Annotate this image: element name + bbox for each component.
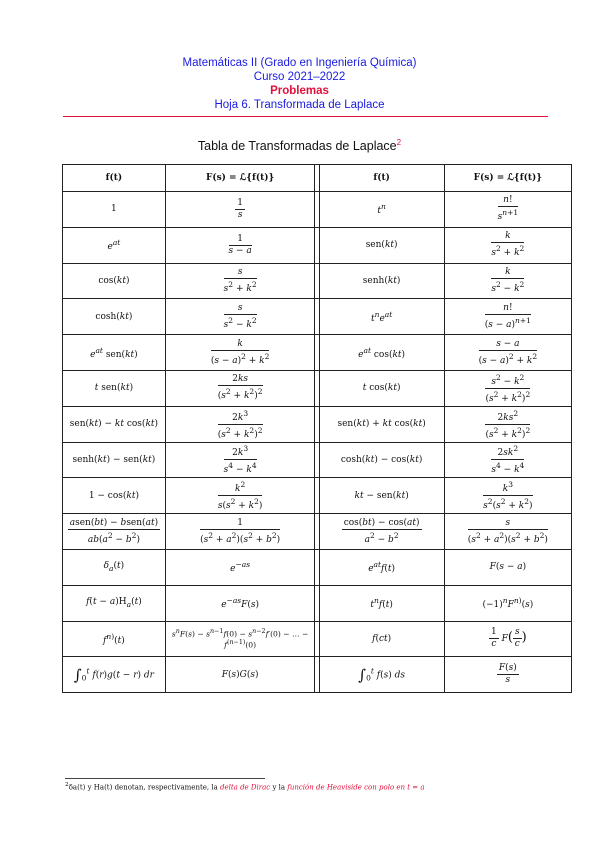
table-row: $f^{n)}(t)$ $s^nF(s) - s^{n-1}f(0) - s^{n-2}f'(0)$ − … − $f^{(n-1)}(0)$ f(ct) $\frac{1}{c}$ F( $\frac{s}{c}$ ) [63, 621, 572, 657]
table-row: $e^{at}$ $\frac{1}{s - a}$ sen(kt) $\frac{k}{s^2 + k^2}$ [63, 227, 572, 263]
table-row: $\delta_a(t)$ $e^{-as}$ $e^{at}f(t)$ F(s − a) [63, 549, 572, 585]
section-label: Problemas [270, 85, 329, 97]
col-header-f: f(t) [63, 165, 166, 192]
sheet-title: Hoja 6. Transformada de Laplace [214, 99, 385, 111]
table-row: $f(t - a)H_a(t)$ $e^{-as}F(s)$ $t^nf(t)$ $(-1)^nF^{n)}(s)$ [63, 585, 572, 621]
table-row: 1 − cos(kt) $\frac{k^2}{s(s^2 + k^2)}$ kt − sen(kt) $\frac{k^3}{s^2(s^2 + k^2)}$ [63, 478, 572, 514]
table-row: t sen(kt) $\frac{2ks}{(s^2 + k^2)^2}$ t cos(kt) $\frac{s^2 - k^2}{(s^2 + k^2)^2}$ [63, 370, 572, 406]
footnote: $^2$δa(t) y Ha(t) denotan, respectivamente, la delta de Dirac y la función de Heaviside con polo en t = a [65, 782, 425, 792]
table-row: $\frac{\text{asen(bt) − bsen(at)}}{ab(a^2 - b^2)}$ $\frac{1}{(s^2 + a^2)(s^2 + b^2)}$ $\frac{\cos(bt) - \cos(at)}{a^2 - b^2}$ $\frac{s}{(s^2 + a^2)(s^2 + b^2)}$ [63, 514, 572, 550]
table-row: sen(kt) − kt cos(kt) $\frac{2k^3}{(s^2 + k^2)^2}$ sen(kt) + kt cos(kt) $\frac{2ks^2}{(s^2 + k^2)^2}$ [63, 406, 572, 442]
academic-year: Curso 2021–2022 [253, 71, 346, 83]
laplace-table [62, 164, 572, 693]
table-row: 1 $\frac{1}{s}$ $t^n$ $\frac{n!}{s^{n+1}}$ [63, 192, 572, 228]
table-row: cosh(kt) $\frac{s}{s^2 - k^2}$ $t^ne^{at}$ $\frac{n!}{(s - a)^{n+1}}$ [63, 299, 572, 335]
table-row: cos(kt) $\frac{s}{s^2 + k^2}$ senh(kt) $\frac{k}{s^2 - k^2}$ [63, 263, 572, 299]
table-header-row [63, 165, 572, 192]
table-row: $\int_0^t$ f(r)g(t − r) dr F(s)G(s) $\int_0^t$ f(s) ds $\frac{F(s)}{s}$ [63, 657, 572, 693]
header-rule [63, 116, 548, 117]
col-header-F2: F(s) = ℒ{f(t)} [444, 165, 571, 192]
document-header [0, 56, 599, 112]
table-row: $e^{at}$ sen(kt) $\frac{k}{(s - a)^2 + k^2}$ $e^{at}$ cos(kt) $\frac{s - a}{(s - a)^2 + k^2}$ [63, 335, 572, 371]
col-header-f2: f(t) [319, 165, 444, 192]
col-header-F: F(s) = ℒ{f(t)} [165, 165, 315, 192]
course-title: Matemáticas II (Grado en Ingeniería Química) [182, 57, 417, 69]
footnote-mark: 2 [396, 138, 402, 147]
table-row: senh(kt) − sen(kt) $\frac{2k^3}{s^4 - k^4}$ cosh(kt) − cos(kt) $\frac{2sk^2}{s^4 - k^4}$ [63, 442, 572, 478]
footnote-rule [65, 778, 265, 779]
table-title: Tabla de Transformadas de Laplace$^2$ [197, 138, 402, 154]
